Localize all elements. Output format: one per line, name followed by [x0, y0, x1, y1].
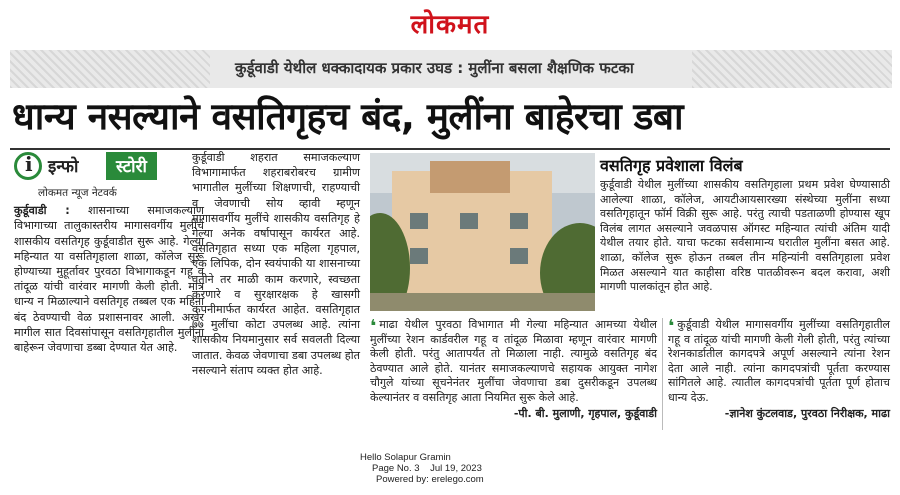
photo-window	[510, 213, 528, 229]
byline: लोकमत न्यूज नेटवर्क	[38, 187, 117, 199]
page-footer	[360, 452, 540, 485]
column-1-body	[14, 203, 204, 355]
article-column-2	[192, 150, 360, 378]
sidebar-title: वसतिगृह प्रवेशाला विलंब	[600, 156, 743, 175]
badge-label-story: स्टोरी	[106, 152, 157, 180]
quote-1-text: माढा येथील पुरवठा विभागात मी गेल्या महिन्यात आमच्या येथील मुलींच्या रेशन कार्डवरील गहू व तांदूळ मिळावा म्हणून वारंवार मागणी केली होती. परंतु आतापर्यंत तो मिळाला नाही. त्यामुळे वसतिगृह बंद ठेवण्यात आले होते. यानंतर समाजकल्याणचे सहायक आयुक्त नागेश चौगुले यांच्या सूचनेनंतर मुलींचा जेवणाचा डबा दुसरीकडून उपलब्ध केल्यानंतर व वसतिगृह आता नियमित सुरू केले आहे.	[370, 318, 657, 404]
edition-name: Hello Solapur Gramin	[360, 452, 451, 463]
quote-mark-icon: ❛	[370, 316, 377, 337]
photo-roof	[430, 161, 510, 193]
quote-1-attribution: -पी. बी. मुलाणी, गृहपाल, कुर्डूवाडी	[513, 406, 657, 420]
photo-window	[460, 213, 478, 229]
quote-divider	[662, 318, 663, 430]
photo-window	[510, 248, 528, 264]
photo-window	[410, 213, 428, 229]
hatch-decoration-right	[692, 50, 892, 88]
quote-2-text: कुर्डूवाडी येथील मागासवर्गीय मुलींच्या वसतिगृहातील गहू व तांदूळ यांची मागणी केली गेली होती, परंतु त्यांच्या रेशनकार्डातील कागदपत्रे अपूर्ण असल्याने त्यांना रेशन देता आले नाही. त्यांना कागदपत्रांची पूर्तता करण्यास सांगितले आहे. त्यातील कागदपत्रांची पूर्तता पूर्ण होताच धान्य देऊ.	[668, 318, 890, 404]
quote-block-2	[668, 318, 890, 421]
info-icon	[14, 152, 42, 180]
article-column-1	[14, 186, 204, 355]
dateline: कुर्डूवाडी :	[14, 204, 70, 218]
kicker-band	[10, 50, 892, 88]
photo-window	[410, 248, 428, 264]
sidebar-text: कुर्डूवाडी येथील मुलींच्या शासकीय वसतिगृहाला प्रथम प्रवेश घेण्यासाठी आलेल्या शाळा, कॉलेज, आयटीआयसारख्या संस्थेच्या मुलींना सध्या वसतिगृहातून फॉर्म विक्री सुरू आहे. परंतु त्याची पडताळणी होण्यास खूप विलंब लागत असल्याने जवळपास ऑगस्ट महिन्यात त्यांची अंतिम यादी येथील तयार होते. याचा फटका सर्वसामान्य घरातील मुलींना बसत आहे. शाळा, कॉलेज सुरू होऊन तब्बल तीन महिन्यांनी वसतिगृहाला प्रवेश मिळत असल्याने यात काहीसा वरिष्ठ पातळीवरून बदल करावा, अशी मागणी पालकांतून होत आहे.	[600, 178, 890, 294]
newspaper-logo[interactable]: लोकमत	[410, 10, 490, 40]
quote-block-1	[370, 318, 657, 421]
masthead	[0, 0, 900, 46]
info-story-badge	[14, 151, 204, 181]
badge-label-info: इन्फो	[48, 157, 79, 177]
headline: धान्य नसल्याने वसतिगृहच बंद, मुलींना बाहेरचा डबा	[12, 95, 684, 138]
kicker-text: कुर्डूवाडी येथील धक्कादायक प्रकार उघड : मुलींना बसला शैक्षणिक फटका	[235, 59, 634, 77]
headline-rule	[10, 148, 890, 150]
hatch-decoration-left	[10, 50, 210, 88]
powered-by-link[interactable]: Powered by: erelego.com	[376, 474, 484, 485]
photo-ground	[370, 293, 595, 311]
quote-mark-icon: ❛	[668, 316, 675, 337]
hostel-building-photo	[370, 153, 595, 311]
quote-2-attribution: -ज्ञानेश कुंटलवाड, पुरवठा निरीक्षक, माढा	[724, 406, 890, 420]
page-number-date: Page No. 3 Jul 19, 2023	[372, 463, 482, 474]
column-2-text: कुर्डूवाडी शहरात समाजकल्याण विभागामार्फत शहराबरोबरच ग्रामीण भागातील मुलींच्या शिक्षणाची, राहण्याची व जेवणाची सोय व्हावी म्हणून मागासवर्गीय मुलींचे शासकीय वसतिगृह हे गेल्या अनेक वर्षापासून कार्यरत आहे. वसतिगृहात सध्या एक महिला गृहपाल, एक लिपिक, दोन स्वयंपाकी या शासनाच्या वतीने तर माळी काम करणारे, स्वच्छता करणारे व सुरक्षारक्षक हे खासगी कंपनीमार्फत कार्यरत आहेत. वसतिगृहात ७७ मुलींचा कोटा उपलब्ध आहे. त्यांना शासकीय नियमानुसार सर्व सवलती दिल्या जातात. केवळ जेवणाचा डबा उपलब्ध होत नसल्याने संताप व्यक्त होत आहे.	[192, 151, 360, 377]
column-1-text: शासनाच्या समाजकल्याण विभागाच्या तालुकास्तरीय मागासवर्गीय मुलींचे शासकीय वसतिगृह कुर्डूवाडीत सुरू आहे. गेल्या महिन्यात या वसतिगृहाला शाळा, कॉलेज सुरू होण्याच्या मुहूर्तावर पुरवठा विभागाकडून गहू व तांदूळ यांची वारंवार मागणी केली होती. मात्र धान्य न मिळाल्याने वसतिगृह तब्बल एक महिना बंद ठेवण्याची वेळ प्रशासनावर आली. अखेर मागील सात दिवसांपासून वसतिगृहातील मुलींना बाहेरून जेवणाचा डब्बा देण्यात येत आहे.	[14, 204, 204, 355]
